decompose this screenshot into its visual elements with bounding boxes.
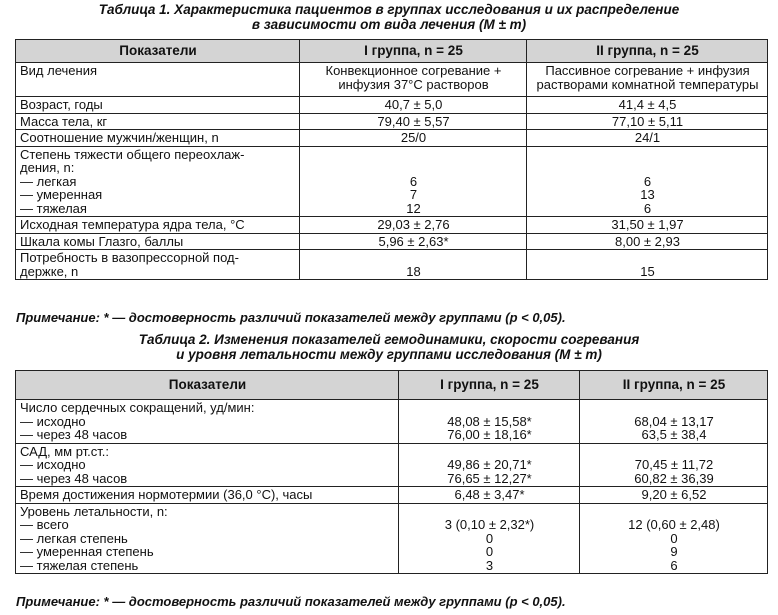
table-row — [16, 97, 768, 114]
value-line: инфузия 37°С растворов — [338, 76, 489, 92]
row-label: Масса тела, кг — [16, 113, 300, 130]
table2-header-group2: II группа, n = 25 — [580, 371, 768, 400]
group1-value: 18 — [300, 250, 527, 280]
group2-value: 77,10 ± 5,11 — [527, 113, 768, 130]
table-row — [16, 487, 768, 504]
value-line: 9 — [670, 544, 678, 559]
value-line: 7 — [409, 187, 418, 202]
row-label: Исходная температура ядра тела, °С — [16, 217, 300, 234]
table-row — [16, 503, 768, 574]
table-row — [16, 233, 768, 250]
row-label — [16, 400, 399, 444]
group2-value — [580, 503, 768, 574]
table2-caption — [0, 332, 778, 362]
table-row — [16, 146, 768, 217]
row-label: Время достижения нормотермии (36,0 °С), часы — [16, 487, 399, 504]
group1-value — [300, 63, 527, 97]
table-row — [16, 130, 768, 147]
label-line: — умеренная степень — [20, 544, 154, 559]
table2-caption-line: и уровня летальности между группами исследования (M ± m) — [176, 347, 602, 362]
group2-value — [580, 400, 768, 444]
value-line: Конвекционное согревание + — [325, 63, 502, 78]
group1-value — [399, 503, 580, 574]
group2-value: 9,20 ± 6,52 — [580, 487, 768, 504]
value-line: 12 (0,60 ± 2,48) — [628, 517, 720, 532]
label-line: — легкая — [20, 173, 77, 189]
value-line: 48,08 ± 15,58* — [447, 413, 532, 429]
group1-value: 40,7 ± 5,0 — [300, 97, 527, 114]
table-row — [16, 63, 768, 97]
table1-caption-line: Таблица 1. Характеристика пациентов в группах исследования и их распределение — [98, 2, 680, 17]
label-line: держке, n — [20, 263, 79, 279]
value-line: Пассивное согревание + инфузия — [545, 63, 750, 78]
label-line: — всего — [20, 517, 69, 532]
table1-header-indicator: Показатели — [16, 40, 300, 63]
group2-value: 41,4 ± 4,5 — [527, 97, 768, 114]
value-line: 0 — [670, 530, 678, 546]
table2-header-indicator: Показатели — [16, 371, 399, 400]
group1-value: 25/0 — [300, 130, 527, 147]
label-line: — исходно — [20, 413, 86, 429]
row-label: Соотношение мужчин/женщин, n — [16, 130, 300, 147]
table2-header-row — [16, 371, 768, 400]
row-label — [16, 443, 399, 487]
label-line: — тяжелая степень — [20, 557, 139, 573]
value-line: 60,82 ± 36,39 — [634, 470, 714, 486]
label-line: — тяжелая — [20, 200, 87, 216]
group1-value — [399, 400, 580, 444]
group2-value — [580, 443, 768, 487]
value-line: 63,5 ± 38,4 — [641, 427, 707, 442]
group1-value: 5,96 ± 2,63* — [300, 233, 527, 250]
group1-value — [399, 443, 580, 487]
table-row — [16, 113, 768, 130]
group2-value: 31,50 ± 1,97 — [527, 217, 768, 234]
value-line: 3 (0,10 ± 2,32*) — [444, 517, 535, 532]
label-line: — легкая степень — [20, 530, 128, 546]
value-line: 70,45 ± 11,72 — [634, 457, 714, 472]
label-line: — через 48 часов — [20, 470, 128, 486]
table1 — [15, 39, 768, 280]
label-line: — умеренная — [20, 187, 103, 202]
table1-note: Примечание: * — достоверность различий показателей между группами (p < 0,05). — [16, 310, 566, 325]
group2-value: 8,00 ± 2,93 — [527, 233, 768, 250]
value-line: 0 — [485, 544, 494, 559]
value-line: 13 — [640, 187, 655, 202]
table-row — [16, 250, 768, 280]
table-row — [16, 443, 768, 487]
value-line: 49,86 ± 20,71* — [447, 457, 532, 472]
value-line: 76,00 ± 18,16* — [447, 427, 532, 442]
row-label — [16, 250, 300, 280]
table2-note: Примечание: * — достоверность различий показателей между группами (p < 0,05). — [16, 594, 566, 609]
table-row — [16, 400, 768, 444]
label-line: Потребность в вазопрессорной под- — [20, 250, 239, 265]
group2-value — [527, 146, 768, 217]
value-line: 6 — [670, 557, 678, 573]
label-line: — исходно — [20, 457, 86, 472]
table1-header-group2: II группа, n = 25 — [527, 40, 768, 63]
group2-value — [527, 63, 768, 97]
row-label — [16, 146, 300, 217]
row-label: Шкала комы Глазго, баллы — [16, 233, 300, 250]
row-label — [16, 503, 399, 574]
value-line: 0 — [485, 530, 494, 546]
table1-caption — [0, 2, 778, 32]
label-line: САД, мм рт.ст.: — [20, 443, 110, 459]
table2-header-group1: I группа, n = 25 — [399, 371, 580, 400]
value-line: растворами комнатной температуры — [536, 76, 759, 92]
label-line: Уровень летальности, n: — [20, 503, 168, 519]
group1-value: 6,48 ± 3,47* — [399, 487, 580, 504]
table1-header-row — [16, 40, 768, 63]
group1-value — [300, 146, 527, 217]
row-label: Возраст, годы — [16, 97, 300, 114]
label-line: Степень тяжести общего переохлаж- — [20, 146, 245, 162]
value-line: 76,65 ± 12,27* — [447, 470, 532, 486]
value-line: 12 — [406, 200, 421, 216]
value-line: 6 — [643, 200, 652, 216]
label-line: Число сердечных сокращений, уд/мин: — [20, 400, 255, 415]
group1-value: 79,40 ± 5,57 — [300, 113, 527, 130]
label-line: дения, n: — [20, 160, 75, 175]
value-line: 68,04 ± 13,17 — [634, 413, 714, 429]
value-line: 3 — [485, 557, 494, 573]
table1-header-group1: I группа, n = 25 — [300, 40, 527, 63]
table1-caption-line: в зависимости от вида лечения (M ± m) — [251, 17, 527, 32]
table-row — [16, 217, 768, 234]
group2-value: 15 — [527, 250, 768, 280]
table2 — [15, 370, 768, 574]
value-line: 6 — [409, 173, 418, 189]
value-line: 6 — [643, 173, 652, 189]
label-line: — через 48 часов — [20, 427, 128, 442]
group1-value: 29,03 ± 2,76 — [300, 217, 527, 234]
group2-value: 24/1 — [527, 130, 768, 147]
row-label: Вид лечения — [16, 63, 300, 97]
table2-caption-line: Таблица 2. Изменения показателей гемодинамики, скорости согревания — [138, 332, 640, 347]
